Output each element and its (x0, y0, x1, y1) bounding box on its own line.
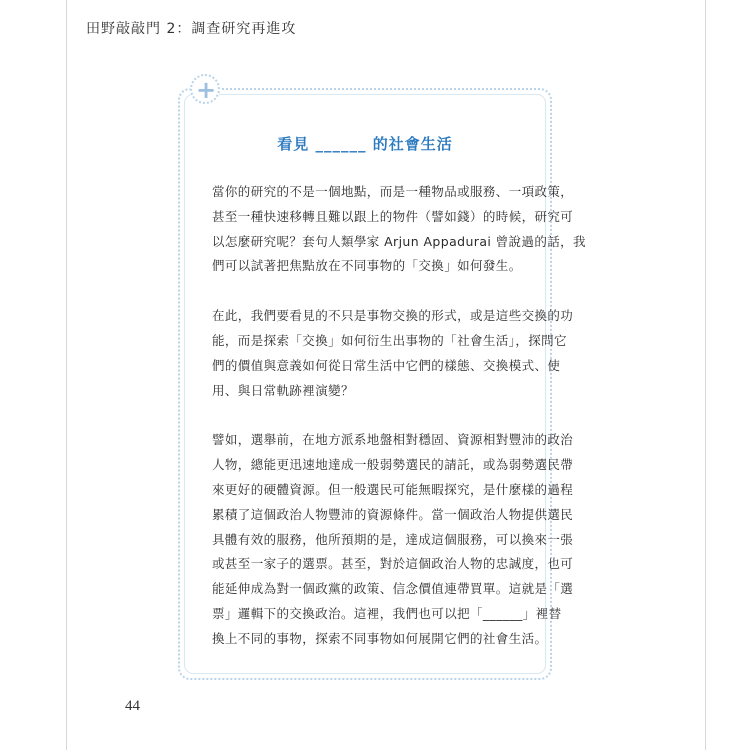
text-line: 或甚至一家子的選票。甚至，對於這個政治人物的忠誠度，也可 (212, 556, 574, 572)
text-line: 以怎麼研究呢？套句人類學家 Arjun Appadurai 曾說過的話，我 (212, 233, 586, 249)
text-line: 具體有效的服務，他所預期的是，達成這個服務，可以換來一張 (212, 531, 574, 547)
page-number: 44 (125, 698, 140, 714)
text-line: 譬如，選舉前，在地方派系地盤相對穩固、資源相對豐沛的政治 (212, 432, 574, 448)
text-line: 們的價值與意義如何從日常生活中它們的樣態、交換模式、使 (212, 357, 561, 373)
text-line: 當你的研究的不是一個地點，而是一種物品或服務、一項政策， (212, 184, 574, 199)
text-line: 甚至一種快速移轉且難以跟上的物件（譬如錢）的時候，研究可 (212, 208, 574, 224)
text-line: 們可以試著把焦點放在不同事物的「交換」如何發生。 (212, 258, 522, 274)
box-title: 看見 ______ 的社會生活 (277, 135, 453, 153)
paragraph (212, 428, 574, 651)
running-header: 田野敲敲門 2：調查研究再進攻 (86, 21, 297, 37)
text-line: 票」邏輯下的交換政治。這裡，我們也可以把「______」裡替 (212, 605, 562, 621)
text-line: 能，而是探索「交換」如何衍生出事物的「社會生活」，探問它 (212, 332, 567, 348)
text-line: 換上不同的事物，探索不同事物如何展開它們的社會生活。 (212, 630, 548, 646)
text-line: 人物，總能更迅速地達成一般弱勢選民的請託，或為弱勢選民帶 (212, 457, 574, 473)
paragraph (212, 180, 586, 279)
text-line: 在此，我們要看見的不只是事物交換的形式，或是這些交換的功 (212, 308, 574, 324)
plus-icon: + (196, 76, 217, 104)
text-line: 能延伸成為對一個政黨的政策、信念價值連帶買單。這就是「選 (212, 581, 574, 597)
text-line: 累積了這個政治人物豐沛的資源條件。當一個政治人物提供選民 (212, 506, 574, 522)
plus-badge (190, 74, 220, 104)
text-line: 來更好的硬體資源。但一般選民可能無暇探究，是什麼樣的過程 (212, 481, 574, 497)
paragraph (212, 304, 574, 403)
text-line: 用、與日常軌跡裡演變？ (212, 382, 354, 398)
box-body (212, 180, 586, 677)
